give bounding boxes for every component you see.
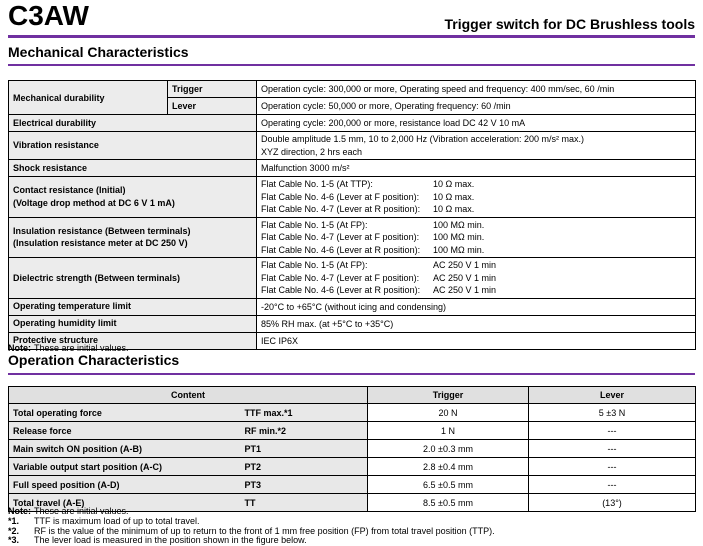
- row-value: [257, 217, 696, 258]
- pair-key: Flat Cable No. 4-6 (Lever at R position):: [261, 285, 421, 295]
- pair-value: AC 250 V 1 min: [433, 285, 497, 295]
- row-value-line: [261, 272, 691, 285]
- pair-value: 100 MΩ min.: [433, 244, 485, 255]
- row-label-line: Insulation resistance (Between terminals): [13, 225, 191, 236]
- operation-section-divider: [8, 373, 695, 375]
- row-value: Operation cycle: 300,000 or more, Operating speed and frequency: 400 mm/sec, 60 /min: [257, 81, 696, 98]
- row-code: PT3: [241, 476, 368, 494]
- table-row: [9, 458, 696, 476]
- row-value-line: XYZ direction, 2 hrs each: [261, 146, 363, 157]
- column-header-lever: Lever: [529, 387, 696, 404]
- lever-value: 5 ±3 N: [529, 404, 696, 422]
- note-marker: *2.: [8, 525, 20, 536]
- lever-value: ---: [529, 440, 696, 458]
- row-label-line: Vibration resistance: [13, 140, 99, 151]
- table-row: [9, 404, 696, 422]
- row-label-line: Dielectric strength (Between terminals): [13, 272, 181, 283]
- table-row: [9, 476, 696, 494]
- operation-section-heading: Operation Characteristics: [8, 352, 180, 368]
- header-divider: [8, 35, 695, 38]
- pair-key: Flat Cable No. 1-5 (At FP):: [261, 219, 368, 230]
- row-label: Variable output start position (A-C): [9, 458, 241, 476]
- pair-value: 10 Ω max.: [433, 179, 475, 189]
- table-row: [9, 81, 696, 98]
- row-label: Mechanical durability: [9, 81, 168, 115]
- row-value: [257, 258, 696, 299]
- row-value: [257, 177, 696, 218]
- pair-value: 100 MΩ min.: [433, 219, 485, 230]
- row-label-line: (Insulation resistance meter at DC 250 V): [13, 238, 188, 249]
- row-label-line: (Voltage drop method at DC 6 V 1 mA): [13, 197, 175, 208]
- note-marker: Note:: [8, 343, 31, 353]
- row-value: Operation cycle: 50,000 or more, Operating frequency: 60 /min: [257, 98, 696, 115]
- lever-value: (13°): [529, 494, 696, 512]
- row-value-line: [261, 244, 691, 257]
- row-value-line: [261, 231, 691, 244]
- row-value: -20°C to +65°C (without icing and condensing): [257, 298, 696, 315]
- row-value: Malfunction 3000 m/s²: [257, 160, 696, 177]
- pair-key: Flat Cable No. 4-7 (Lever at F position):: [261, 272, 420, 283]
- table-row: [9, 315, 696, 332]
- pair-key: Flat Cable No. 4-6 (Lever at R position):: [261, 244, 421, 255]
- trigger-value: 20 N: [368, 404, 529, 422]
- row-label-line: Electrical durability: [13, 117, 97, 128]
- row-value-line: [261, 284, 691, 297]
- table-row: [9, 258, 696, 299]
- table-row: [9, 115, 696, 132]
- mechanical-section-heading: Mechanical Characteristics: [8, 44, 189, 60]
- note-line: [8, 536, 495, 546]
- row-value-line: [261, 203, 691, 216]
- row-sublabel: Lever: [168, 98, 257, 115]
- trigger-value: 2.0 ±0.3 mm: [368, 440, 529, 458]
- row-label-line: Operating humidity limit: [13, 318, 117, 329]
- trigger-value: 2.8 ±0.4 mm: [368, 458, 529, 476]
- row-code: TT: [241, 494, 368, 512]
- row-label: Main switch ON position (A-B): [9, 440, 241, 458]
- lever-value: ---: [529, 476, 696, 494]
- table-row: [9, 177, 696, 218]
- table-row: [9, 217, 696, 258]
- row-code: RF min.*2: [241, 422, 368, 440]
- row-label: [9, 298, 257, 315]
- pair-key: Flat Cable No. 4-7 (Lever at F position):: [261, 232, 420, 242]
- row-label: [9, 132, 257, 160]
- table-row: [9, 440, 696, 458]
- operation-table-body: [9, 404, 696, 512]
- note-marker: Note:: [8, 506, 31, 516]
- mechanical-section-divider: [8, 64, 695, 66]
- row-label-line: Contact resistance (Initial): [13, 185, 126, 196]
- row-value-line: [261, 191, 691, 204]
- row-label-line: Protective structure: [13, 335, 99, 346]
- pair-value: AC 250 V 1 min: [433, 272, 497, 283]
- row-value-line: [261, 178, 691, 191]
- mechanical-table: [8, 80, 696, 350]
- trigger-value: 6.5 ±0.5 mm: [368, 476, 529, 494]
- note-marker: *3.: [8, 535, 20, 546]
- row-value: Operating cycle: 200,000 or more, resistance load DC 42 V 10 mA: [257, 115, 696, 132]
- row-label: Release force: [9, 422, 241, 440]
- row-value-line: [261, 219, 691, 232]
- row-label: Full speed position (A-D): [9, 476, 241, 494]
- row-code: PT2: [241, 458, 368, 476]
- row-sublabel: Trigger: [168, 81, 257, 98]
- pair-key: Flat Cable No. 1-5 (At FP):: [261, 260, 368, 270]
- trigger-value: 1 N: [368, 422, 529, 440]
- operation-table: [8, 386, 696, 512]
- table-row: [9, 132, 696, 160]
- mechanical-table-body: [9, 81, 696, 350]
- row-label: [9, 160, 257, 177]
- table-row: [9, 422, 696, 440]
- row-code: PT1: [241, 440, 368, 458]
- operation-notes: [8, 507, 495, 546]
- column-header-trigger: Trigger: [368, 387, 529, 404]
- product-subtitle: Trigger switch for DC Brushless tools: [444, 16, 695, 32]
- note-text: RF is the value of the minimum of up to return to the front of 1 mm free position (FP) from total travel position (TTP).: [34, 525, 495, 536]
- pair-key: Flat Cable No. 1-5 (At TTP):: [261, 179, 373, 189]
- row-label-line: Shock resistance: [13, 162, 88, 173]
- row-label: Total travel (A-E): [9, 494, 241, 512]
- row-label: [9, 258, 257, 299]
- note-text: TTF is maximum load of up to total travel.: [34, 515, 200, 526]
- table-row: [9, 298, 696, 315]
- row-value-line: [261, 259, 691, 272]
- pair-value: AC 250 V 1 min: [433, 260, 497, 270]
- pair-value: 10 Ω max.: [433, 204, 475, 214]
- row-value-line: Double amplitude 1.5 mm, 10 to 2,000 Hz (Vibration acceleration: 200 m/s² max.): [261, 134, 584, 144]
- note-text: These are initial values.: [34, 506, 129, 516]
- note-text: The lever load is measured in the position shown in the figure below.: [34, 535, 307, 546]
- row-label-line: Operating temperature limit: [13, 301, 132, 312]
- pair-value: 10 Ω max.: [433, 191, 475, 202]
- table-row: [9, 160, 696, 177]
- row-value: IEC IP6X: [257, 332, 696, 349]
- row-code: TTF max.*1: [241, 404, 368, 422]
- product-title: C3AW: [8, 0, 89, 31]
- lever-value: ---: [529, 458, 696, 476]
- pair-value: 100 MΩ min.: [433, 232, 485, 242]
- row-label: [9, 217, 257, 258]
- pair-key: Flat Cable No. 4-6 (Lever at F position):: [261, 191, 420, 202]
- operation-header-row: [9, 387, 696, 404]
- row-label: Total operating force: [9, 404, 241, 422]
- column-header-content: Content: [9, 387, 368, 404]
- row-value: 85% RH max. (at +5°C to +35°C): [257, 315, 696, 332]
- trigger-value: 8.5 ±0.5 mm: [368, 494, 529, 512]
- pair-key: Flat Cable No. 4-7 (Lever at R position):: [261, 204, 421, 214]
- lever-value: ---: [529, 422, 696, 440]
- row-label: [9, 315, 257, 332]
- row-label: [9, 177, 257, 218]
- note-text: These are initial values.: [34, 343, 129, 353]
- note-marker: *1.: [8, 515, 20, 526]
- row-label: [9, 115, 257, 132]
- row-value: [257, 132, 696, 160]
